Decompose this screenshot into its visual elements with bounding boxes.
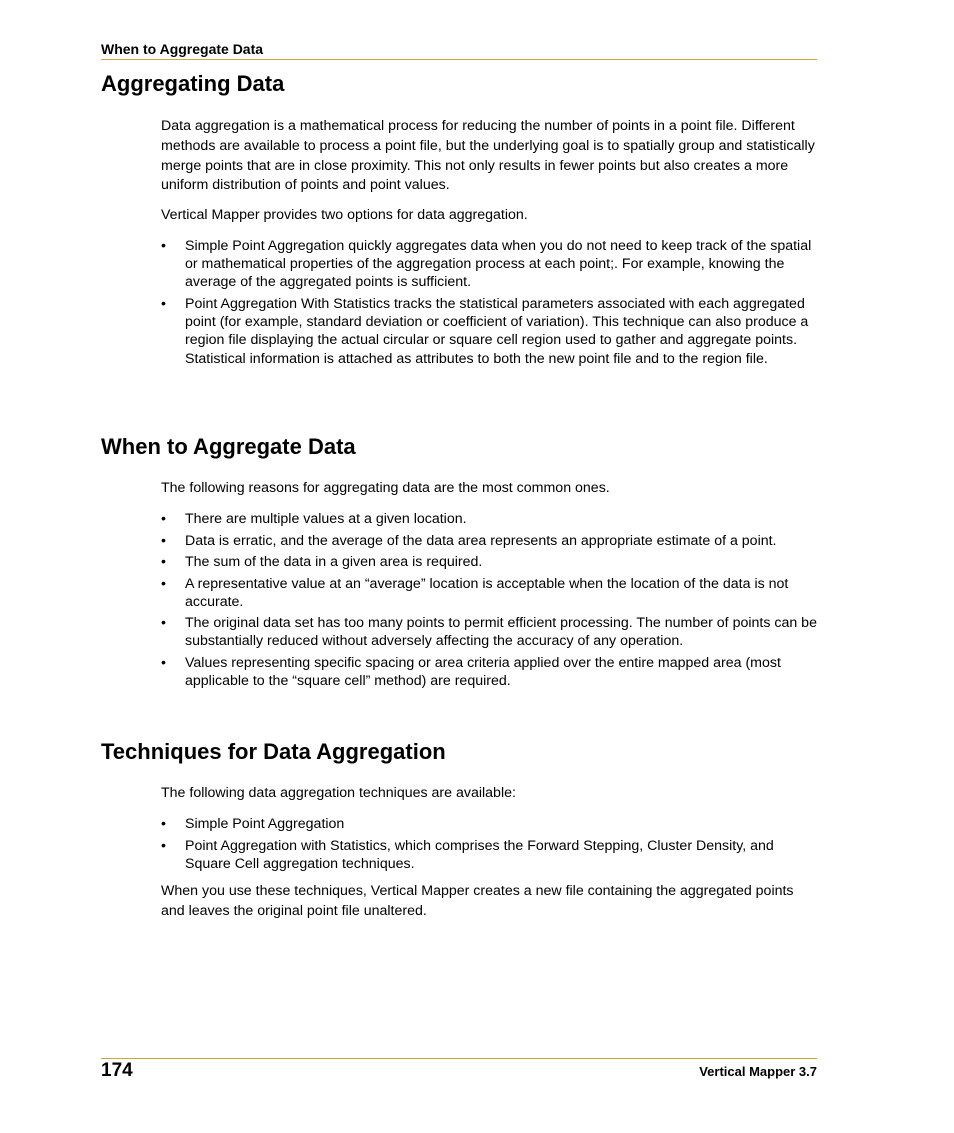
list-item [161,837,821,873]
list-item-text: Simple Point Aggregation quickly aggregates data when you do not need to keep track of the spatial or mathematical properties of the aggregation process at each point;. For example, knowing the average of the aggregated points is sufficient. [185,238,812,291]
list-item [161,532,821,550]
list-item-text: Simple Point Aggregation [185,816,345,832]
running-header [101,40,817,60]
bullet-symbol: • [161,615,166,632]
list-item-text: Values representing specific spacing or area criteria applied over the entire mapped area (most applicable to the “square cell” method) are required. [185,654,781,690]
list-item [161,815,821,833]
page-footer [101,1058,817,1089]
section-heading-when-to-aggregate: When to Aggregate Data [101,434,356,459]
list-item-text: Point Aggregation With Statistics tracks the statistical parameters associated with each aggregated point (for example, standard deviation or coefficient of variation). This technique can also produce a region file displaying the actual circular or square cell region used to gather and aggregate points. Statistical information is attached as attributes to both the new point file and to the region file. [185,295,809,367]
paragraph: The following data aggregation techniques are available: [161,785,516,801]
list-item [161,510,821,528]
product-name: Vertical Mapper 3.7 [699,1064,817,1079]
section-heading-techniques: Techniques for Data Aggregation [101,739,446,764]
paragraph: Data aggregation is a mathematical process for reducing the number of points in a point file. Different methods are available to process a point file, but the underlying goal is to spatially group and statistically merge points that are in close proximity. This not only results in fewer points but also creates a more uniform distribution of points and point values. [161,118,815,194]
bullet-symbol: • [161,511,166,527]
list-item [161,614,821,650]
bullet-symbol: • [161,295,166,312]
paragraph: When you use these techniques, Vertical Mapper creates a new file containing the aggregated points and leaves the original point file unaltered. [161,883,794,919]
bullet-list-aggregation-reasons [161,510,821,694]
list-item [161,654,821,690]
list-item-text: The original data set has too many points to permit efficient processing. The number of points can be substantially reduced without adversely affecting the accuracy of any operation. [185,615,817,650]
list-item-text: There are multiple values at a given location. [185,511,467,527]
paragraph: Vertical Mapper provides two options for data aggregation. [161,207,528,223]
list-item-text: The sum of the data in a given area is required. [185,554,483,570]
list-item [161,237,821,292]
bullet-symbol: • [161,554,166,570]
bullet-symbol: • [161,532,166,549]
bullet-symbol: • [161,238,166,254]
list-item-text: Data is erratic, and the average of the data area represents an appropriate estimate of a point. [185,532,777,549]
paragraph: The following reasons for aggregating data are the most common ones. [161,480,610,496]
bullet-symbol: • [161,575,166,592]
list-item [161,295,821,368]
bullet-symbol: • [161,654,166,671]
list-item-text: A representative value at an “average” location is acceptable when the location of the data is not accurate. [185,575,789,610]
running-header-title: When to Aggregate Data [101,41,264,57]
bullet-symbol: • [161,816,166,832]
bullet-list-techniques [161,815,821,876]
page-number: 174 [101,1060,133,1081]
list-item [161,575,821,611]
bullet-list-aggregation-options [161,237,821,371]
bullet-symbol: • [161,837,166,854]
list-item-text: Point Aggregation with Statistics, which comprises the Forward Stepping, Cluster Density, and Square Cell aggregation techniques. [185,837,774,872]
section-heading-aggregating-data: Aggregating Data [101,71,285,96]
list-item [161,553,821,571]
